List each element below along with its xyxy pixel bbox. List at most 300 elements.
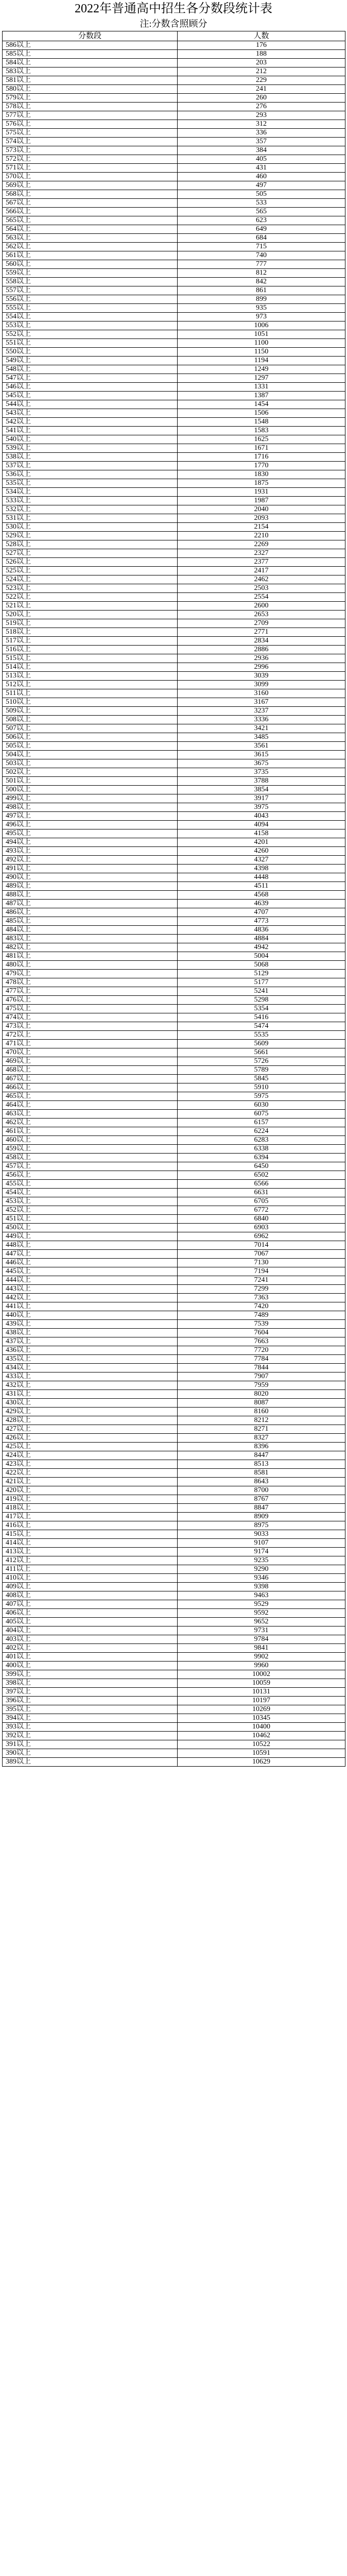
score-cell: 532以上 <box>3 505 178 514</box>
score-cell: 448以上 <box>3 1241 178 1250</box>
table-row <box>3 1110 345 1118</box>
table-row <box>3 208 345 216</box>
table-row <box>3 1136 345 1145</box>
score-cell: 509以上 <box>3 707 178 716</box>
count-cell: 9960 <box>178 1662 345 1670</box>
table-row <box>3 155 345 164</box>
count-cell: 1051 <box>178 330 345 339</box>
score-cell: 426以上 <box>3 1434 178 1443</box>
table-row <box>3 146 345 155</box>
count-cell: 505 <box>178 190 345 199</box>
table-row <box>3 453 345 462</box>
table-row <box>3 619 345 628</box>
table-row <box>3 1040 345 1048</box>
score-cell: 437以上 <box>3 1337 178 1346</box>
table-row <box>3 1118 345 1127</box>
count-cell: 3421 <box>178 724 345 733</box>
score-cell: 411以上 <box>3 1565 178 1574</box>
table-row <box>3 838 345 847</box>
score-cell: 527以上 <box>3 549 178 558</box>
table-row <box>3 111 345 120</box>
table-row <box>3 628 345 637</box>
count-cell: 2377 <box>178 558 345 567</box>
score-cell: 471以上 <box>3 1040 178 1048</box>
table-row <box>3 1697 345 1705</box>
table-body <box>3 41 345 1767</box>
count-cell: 229 <box>178 76 345 85</box>
count-cell: 9731 <box>178 1626 345 1635</box>
table-row <box>3 444 345 453</box>
table-row <box>3 1662 345 1670</box>
score-cell: 575以上 <box>3 129 178 138</box>
table-row <box>3 260 345 269</box>
score-cell: 493以上 <box>3 847 178 856</box>
count-cell: 1671 <box>178 444 345 453</box>
table-row <box>3 190 345 199</box>
table-row <box>3 829 345 838</box>
table-row <box>3 1539 345 1548</box>
score-cell: 563以上 <box>3 234 178 243</box>
table-row <box>3 1285 345 1294</box>
count-cell: 1387 <box>178 392 345 400</box>
count-cell: 1583 <box>178 427 345 435</box>
table-row <box>3 689 345 698</box>
score-cell: 466以上 <box>3 1083 178 1092</box>
table-row <box>3 1513 345 1521</box>
count-cell: 10629 <box>178 1758 345 1767</box>
score-cell: 459以上 <box>3 1145 178 1154</box>
score-cell: 487以上 <box>3 900 178 908</box>
table-row <box>3 532 345 540</box>
table-row <box>3 1758 345 1767</box>
count-cell: 1454 <box>178 400 345 409</box>
table-row <box>3 234 345 243</box>
score-cell: 425以上 <box>3 1443 178 1451</box>
score-cell: 518以上 <box>3 628 178 637</box>
score-cell: 453以上 <box>3 1197 178 1206</box>
count-cell: 431 <box>178 164 345 173</box>
table-row <box>3 1092 345 1101</box>
score-cell: 580以上 <box>3 85 178 94</box>
score-cell: 439以上 <box>3 1320 178 1329</box>
score-cell: 556以上 <box>3 295 178 304</box>
table-row <box>3 313 345 321</box>
score-cell: 579以上 <box>3 94 178 103</box>
count-cell: 3485 <box>178 733 345 742</box>
count-cell: 7241 <box>178 1276 345 1285</box>
table-row <box>3 1311 345 1320</box>
table-row <box>3 1740 345 1749</box>
count-cell: 9463 <box>178 1591 345 1600</box>
score-cell: 534以上 <box>3 488 178 497</box>
table-row <box>3 558 345 567</box>
count-cell: 7720 <box>178 1346 345 1355</box>
count-cell: 1987 <box>178 497 345 505</box>
count-cell: 7844 <box>178 1364 345 1372</box>
count-cell: 3039 <box>178 672 345 681</box>
count-cell: 6283 <box>178 1136 345 1145</box>
count-cell: 4568 <box>178 891 345 900</box>
score-cell: 464以上 <box>3 1101 178 1110</box>
score-cell: 474以上 <box>3 1013 178 1022</box>
count-cell: 5789 <box>178 1066 345 1075</box>
score-cell: 524以上 <box>3 575 178 584</box>
score-cell: 552以上 <box>3 330 178 339</box>
table-row <box>3 900 345 908</box>
score-cell: 561以上 <box>3 251 178 260</box>
score-cell: 490以上 <box>3 873 178 882</box>
score-cell: 399以上 <box>3 1670 178 1679</box>
count-cell: 8847 <box>178 1504 345 1513</box>
table-row <box>3 821 345 829</box>
table-row <box>3 1749 345 1758</box>
count-cell: 10462 <box>178 1732 345 1740</box>
count-cell: 1194 <box>178 357 345 365</box>
score-cell: 535以上 <box>3 479 178 488</box>
score-cell: 402以上 <box>3 1644 178 1653</box>
table-row <box>3 164 345 173</box>
score-cell: 528以上 <box>3 540 178 549</box>
score-cell: 480以上 <box>3 961 178 970</box>
score-cell: 432以上 <box>3 1381 178 1390</box>
score-cell: 564以上 <box>3 225 178 234</box>
count-cell: 405 <box>178 155 345 164</box>
count-cell: 8447 <box>178 1451 345 1460</box>
count-cell: 2417 <box>178 567 345 575</box>
count-cell: 777 <box>178 260 345 269</box>
score-cell: 410以上 <box>3 1574 178 1583</box>
score-cell: 393以上 <box>3 1723 178 1732</box>
score-cell: 566以上 <box>3 208 178 216</box>
score-cell: 526以上 <box>3 558 178 567</box>
count-cell: 4398 <box>178 865 345 873</box>
table-row <box>3 1180 345 1189</box>
count-cell: 5298 <box>178 996 345 1005</box>
score-cell: 522以上 <box>3 593 178 602</box>
table-row <box>3 199 345 208</box>
count-cell: 8767 <box>178 1495 345 1504</box>
count-cell: 7363 <box>178 1294 345 1302</box>
score-cell: 583以上 <box>3 67 178 76</box>
score-cell: 512以上 <box>3 681 178 689</box>
table-row <box>3 50 345 59</box>
count-cell: 7604 <box>178 1329 345 1337</box>
score-cell: 550以上 <box>3 348 178 357</box>
table-row <box>3 724 345 733</box>
table-row <box>3 698 345 707</box>
count-cell: 3336 <box>178 716 345 724</box>
count-cell: 1830 <box>178 470 345 479</box>
score-cell: 405以上 <box>3 1618 178 1626</box>
table-row <box>3 523 345 532</box>
count-cell: 2936 <box>178 654 345 663</box>
score-cell: 507以上 <box>3 724 178 733</box>
count-cell: 6903 <box>178 1224 345 1232</box>
table-row <box>3 103 345 111</box>
count-cell: 2154 <box>178 523 345 532</box>
table-row <box>3 943 345 952</box>
table-row <box>3 470 345 479</box>
score-cell: 555以上 <box>3 304 178 313</box>
score-cell: 569以上 <box>3 181 178 190</box>
score-cell: 530以上 <box>3 523 178 532</box>
count-cell: 188 <box>178 50 345 59</box>
count-cell: 9107 <box>178 1539 345 1548</box>
score-cell: 553以上 <box>3 321 178 330</box>
score-cell: 477以上 <box>3 987 178 996</box>
page-title: 2022年普通高中招生各分数段统计表 <box>75 2 272 15</box>
table-row <box>3 996 345 1005</box>
score-cell: 452以上 <box>3 1206 178 1215</box>
score-cell: 541以上 <box>3 427 178 435</box>
count-cell: 7420 <box>178 1302 345 1311</box>
score-cell: 390以上 <box>3 1749 178 1758</box>
score-cell: 440以上 <box>3 1311 178 1320</box>
score-cell: 479以上 <box>3 970 178 978</box>
count-cell: 2834 <box>178 637 345 646</box>
score-cell: 539以上 <box>3 444 178 453</box>
table-row <box>3 663 345 672</box>
count-cell: 8513 <box>178 1460 345 1469</box>
score-cell: 542以上 <box>3 418 178 427</box>
table-row <box>3 1478 345 1486</box>
score-cell: 567以上 <box>3 199 178 208</box>
table-row <box>3 1451 345 1460</box>
table-row <box>3 1302 345 1311</box>
table-row <box>3 1127 345 1136</box>
count-cell: 7067 <box>178 1250 345 1259</box>
table-row <box>3 1591 345 1600</box>
score-cell: 574以上 <box>3 138 178 146</box>
score-cell: 468以上 <box>3 1066 178 1075</box>
table-row <box>3 1443 345 1451</box>
score-cell: 525以上 <box>3 567 178 575</box>
count-cell: 649 <box>178 225 345 234</box>
score-cell: 462以上 <box>3 1118 178 1127</box>
count-cell: 2503 <box>178 584 345 593</box>
table-row <box>3 225 345 234</box>
count-cell: 2210 <box>178 532 345 540</box>
count-cell: 5416 <box>178 1013 345 1022</box>
score-cell: 389以上 <box>3 1758 178 1767</box>
table-row <box>3 365 345 374</box>
score-cell: 547以上 <box>3 374 178 383</box>
table-row <box>3 251 345 260</box>
score-cell: 489以上 <box>3 882 178 891</box>
count-cell: 973 <box>178 313 345 321</box>
score-cell: 444以上 <box>3 1276 178 1285</box>
score-cell: 521以上 <box>3 602 178 611</box>
score-cell: 500以上 <box>3 786 178 794</box>
table-row <box>3 67 345 76</box>
table-row <box>3 129 345 138</box>
score-cell: 520以上 <box>3 611 178 619</box>
count-cell: 7959 <box>178 1381 345 1390</box>
table-row <box>3 1618 345 1626</box>
table-row <box>3 1460 345 1469</box>
count-cell: 9841 <box>178 1644 345 1653</box>
count-cell: 2996 <box>178 663 345 672</box>
count-cell: 8160 <box>178 1408 345 1416</box>
table-row <box>3 1171 345 1180</box>
score-cell: 401以上 <box>3 1653 178 1662</box>
count-cell: 1331 <box>178 383 345 392</box>
score-cell: 435以上 <box>3 1355 178 1364</box>
score-cell: 441以上 <box>3 1302 178 1311</box>
table-row <box>3 1224 345 1232</box>
table-row <box>3 1276 345 1285</box>
count-cell: 623 <box>178 216 345 225</box>
count-cell: 9346 <box>178 1574 345 1583</box>
table-row <box>3 1294 345 1302</box>
count-cell: 6224 <box>178 1127 345 1136</box>
count-cell: 2554 <box>178 593 345 602</box>
count-cell: 9592 <box>178 1609 345 1618</box>
score-cell: 397以上 <box>3 1688 178 1697</box>
count-cell: 176 <box>178 41 345 50</box>
count-cell: 4327 <box>178 856 345 865</box>
count-cell: 1100 <box>178 339 345 348</box>
score-cell: 533以上 <box>3 497 178 505</box>
count-cell: 812 <box>178 269 345 278</box>
table-row <box>3 1548 345 1556</box>
count-cell: 8909 <box>178 1513 345 1521</box>
table-row <box>3 970 345 978</box>
score-cell: 492以上 <box>3 856 178 865</box>
count-cell: 10400 <box>178 1723 345 1732</box>
score-cell: 430以上 <box>3 1399 178 1408</box>
table-row <box>3 602 345 611</box>
score-cell: 428以上 <box>3 1416 178 1425</box>
score-cell: 394以上 <box>3 1714 178 1723</box>
table-row <box>3 243 345 251</box>
page-subtitle: 注:分数含照顾分 <box>140 19 207 29</box>
count-cell: 6631 <box>178 1189 345 1197</box>
count-cell: 7489 <box>178 1311 345 1320</box>
score-cell: 406以上 <box>3 1609 178 1618</box>
count-cell: 10197 <box>178 1697 345 1705</box>
count-cell: 2653 <box>178 611 345 619</box>
count-cell: 6772 <box>178 1206 345 1215</box>
score-cell: 540以上 <box>3 435 178 444</box>
count-cell: 5975 <box>178 1092 345 1101</box>
score-cell: 422以上 <box>3 1469 178 1478</box>
table-row <box>3 733 345 742</box>
table-row <box>3 611 345 619</box>
score-cell: 554以上 <box>3 313 178 321</box>
table-row <box>3 120 345 129</box>
table-row <box>3 1679 345 1688</box>
score-cell: 486以上 <box>3 908 178 917</box>
count-cell: 10345 <box>178 1714 345 1723</box>
table-row <box>3 1355 345 1364</box>
table-row <box>3 908 345 917</box>
count-cell: 6840 <box>178 1215 345 1224</box>
table-row <box>3 575 345 584</box>
table-row <box>3 1583 345 1591</box>
table-row <box>3 1425 345 1434</box>
score-cell: 469以上 <box>3 1057 178 1066</box>
table-row <box>3 1600 345 1609</box>
score-cell: 416以上 <box>3 1521 178 1530</box>
count-cell: 9235 <box>178 1556 345 1565</box>
table-row <box>3 637 345 646</box>
count-cell: 715 <box>178 243 345 251</box>
count-cell: 4836 <box>178 926 345 935</box>
table-row <box>3 1267 345 1276</box>
score-cell: 576以上 <box>3 120 178 129</box>
table-row <box>3 181 345 190</box>
count-cell: 3099 <box>178 681 345 689</box>
count-cell: 5004 <box>178 952 345 961</box>
table-row <box>3 672 345 681</box>
table-row <box>3 759 345 768</box>
table-row <box>3 1197 345 1206</box>
count-cell: 5726 <box>178 1057 345 1066</box>
table-row <box>3 540 345 549</box>
count-cell: 8581 <box>178 1469 345 1478</box>
score-cell: 433以上 <box>3 1372 178 1381</box>
count-cell: 212 <box>178 67 345 76</box>
score-cell: 446以上 <box>3 1259 178 1267</box>
table-row <box>3 59 345 67</box>
table-row <box>3 1626 345 1635</box>
score-cell: 538以上 <box>3 453 178 462</box>
table-row <box>3 1732 345 1740</box>
count-cell: 935 <box>178 304 345 313</box>
count-cell: 3975 <box>178 803 345 812</box>
count-cell: 293 <box>178 111 345 120</box>
count-cell: 7539 <box>178 1320 345 1329</box>
count-cell: 4773 <box>178 917 345 926</box>
score-cell: 420以上 <box>3 1486 178 1495</box>
count-cell: 9290 <box>178 1565 345 1574</box>
table-row <box>3 952 345 961</box>
table-row <box>3 488 345 497</box>
score-cell: 391以上 <box>3 1740 178 1749</box>
table-row <box>3 856 345 865</box>
score-cell: 408以上 <box>3 1591 178 1600</box>
table-row <box>3 1241 345 1250</box>
count-cell: 5661 <box>178 1048 345 1057</box>
table-row <box>3 383 345 392</box>
score-cell: 451以上 <box>3 1215 178 1224</box>
count-cell: 1770 <box>178 462 345 470</box>
count-cell: 899 <box>178 295 345 304</box>
table-row <box>3 926 345 935</box>
table-row <box>3 882 345 891</box>
score-cell: 508以上 <box>3 716 178 724</box>
score-cell: 404以上 <box>3 1626 178 1635</box>
table-row <box>3 85 345 94</box>
count-cell: 5068 <box>178 961 345 970</box>
count-cell: 5354 <box>178 1005 345 1013</box>
table-row <box>3 1670 345 1679</box>
score-cell: 519以上 <box>3 619 178 628</box>
table-row <box>3 1530 345 1539</box>
table-row <box>3 742 345 751</box>
count-cell: 8020 <box>178 1390 345 1399</box>
count-cell: 10591 <box>178 1749 345 1758</box>
score-cell: 499以上 <box>3 794 178 803</box>
count-cell: 6502 <box>178 1171 345 1180</box>
count-cell: 4260 <box>178 847 345 856</box>
table-row <box>3 1521 345 1530</box>
count-cell: 3237 <box>178 707 345 716</box>
table-row <box>3 348 345 357</box>
table-row <box>3 1075 345 1083</box>
count-cell: 4448 <box>178 873 345 882</box>
